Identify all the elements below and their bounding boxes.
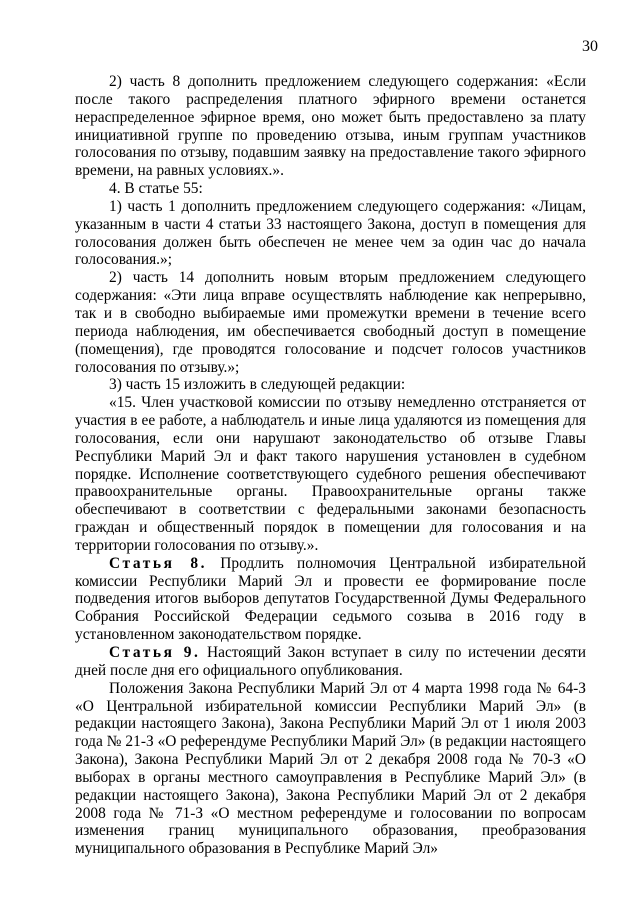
paragraph-part1: 1) часть 1 дополнить предложением следующего содержания: «Лицам, указанным в части 4 статьи 33 настоящего Закона, доступ в помещения для голосования должен быть обеспечен не менее чем за один час до начала голосования.»; (75, 197, 586, 269)
paragraph-part15-intro: 3) часть 15 изложить в следующей редакции: (109, 376, 406, 394)
paragraph-part14: 2) часть 14 дополнить новым вторым предложением следующего содержания: «Эти лица вправе осуществлять наблюдение как непрерывно, так и в свободно выбираемые ими промежутки времени в течение всего периода наблюдения, им обеспечивается свободный доступ в помещение (помещения), где проводятся голосование и подсчет голосов участников голосования по отзыву.»; (75, 269, 586, 376)
paragraph-article55-heading: 4. В статье 55: (109, 180, 203, 198)
article-8 (75, 555, 586, 644)
article-9-text: Настоящий Закон вступает в силу по истечении десяти дней после дня его официального опубликования. (75, 644, 586, 679)
article-9 (75, 644, 586, 680)
paragraph-provisions: Положения Закона Республики Марий Эл от 4 марта 1998 года № 64-З «О Центральной избирательной комиссии Республики Марий Эл» (в редакции настоящего Закона), Закона Республики Марий Эл от 1 июля 2003 года № 21-З «О референдуме Республики Марий Эл» (в редакции настоящего Закона), Закона Республики Марий Эл от 2 декабря 2008 года № 70-З «О выборах в органы местного самоуправления в Республике Марий Эл» (в редакции настоящего Закона), Закона Республики Марий Эл от 2 декабря 2008 года № 71-З «О местном референдуме и голосовании по вопросам изменения границ муниципального образования, преобразования муниципального образования в Республике Марий Эл» (75, 679, 586, 858)
article-8-heading: Статья 8. (109, 554, 208, 572)
article-8-text: Продлить полномочия Центральной избирательной комиссии Республики Марий Эл и провести ее формирование после подведения итогов выборов депутатов Государственной Думы Федерального Собрания Российской Федерации седьмого созыва в 2016 году в установленном законодательством порядке. (75, 554, 586, 644)
document-body (75, 73, 586, 858)
page-number: 30 (582, 38, 598, 55)
paragraph-part15-text: «15. Член участковой комиссии по отзыву немедленно отстраняется от участия в ее работе, а наблюдатель и иные лица удаляются из помещения для голосования, если они нарушают законодательство об отзыве Главы Республики Марий Эл и факт такого нарушения установлен в судебном порядке. Исполнение соответствующего судебного решения обеспечивают правоохранительные органы. Правоохранительные органы также обеспечивают в соответствии с федеральными законами безопасность граждан и общественный порядок в помещении для голосования и на территории голосования по отзыву.». (75, 394, 586, 554)
paragraph-part8: 2) часть 8 дополнить предложением следующего содержания: «Если после такого распределения платного эфирного времени останется нераспределенное эфирное время, оно может быть предоставлено за плату инициативной группе по проведению отзыва, иным группам участников голосования по отзыву, подавшим заявку на предоставление такого эфирного времени, на равных условиях.». (75, 73, 586, 180)
article-9-heading: Статья 9. (109, 644, 201, 661)
